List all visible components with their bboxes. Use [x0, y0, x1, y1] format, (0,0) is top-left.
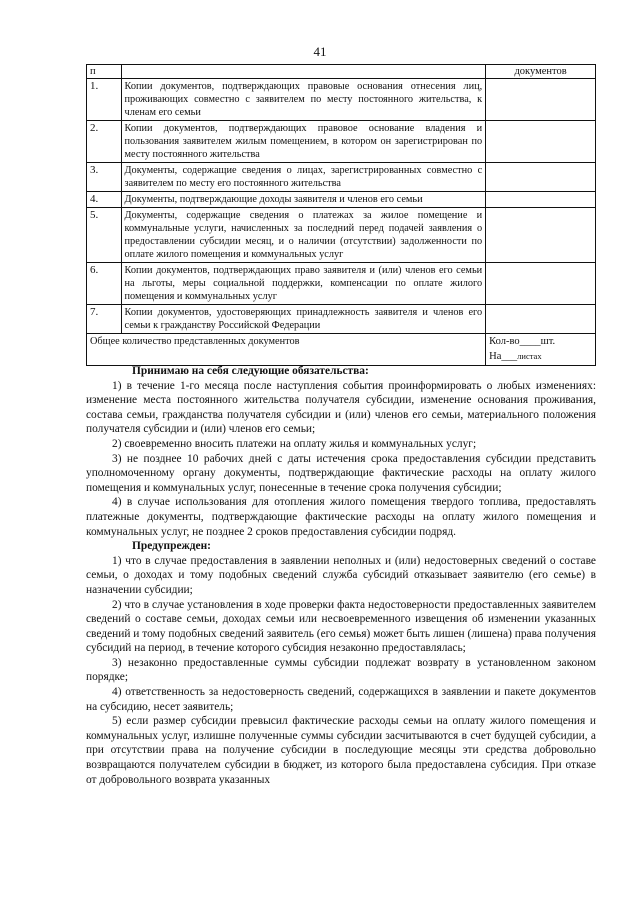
row-count-cell — [486, 305, 596, 334]
table-row — [87, 305, 596, 334]
row-number: 5. — [87, 208, 122, 263]
warnings-heading: Предупрежден: — [132, 540, 211, 553]
body-text — [86, 364, 596, 787]
total-label: Общее количество представленных документов — [87, 334, 486, 366]
sheets-unit: листах — [517, 351, 542, 361]
table-header-row — [87, 65, 596, 79]
table-row — [87, 121, 596, 163]
table-total-row — [87, 334, 596, 366]
row-count-cell — [486, 208, 596, 263]
count-prefix: Кол-во — [489, 336, 520, 347]
table-row — [87, 192, 596, 208]
warning-item: 3) незаконно предоставленные суммы субсидии подлежат возврату в установленном законом порядке; — [86, 656, 596, 684]
warning-item: 5) если размер субсидии превысил фактические расходы семьи на оплату жилого помещения и коммунальных услуг, излишне полученные суммы субсидии засчитываются в счет будущей субсидии, а при отсутствии права на получение субсидии в последующие месяцы эти средства добровольно возвращаются получателем субсидии в бюджет, из которого была предоставлена субсидия. При отказе от добровольного возврата указанных — [86, 715, 596, 786]
warning-item: 4) ответственность за недостоверность сведений, содержащихся в заявлении и пакете документов на субсидию, несет заявитель; — [86, 686, 596, 713]
row-document: Документы, содержащие сведения о лицах, зарегистрированных совместно с заявителем по месту его постоянного жительства — [121, 163, 486, 192]
header-doc-cell — [121, 65, 486, 79]
row-count-cell — [486, 192, 596, 208]
warning-item: 2) что в случае установления в ходе проверки факта недостоверности предоставленных заявителем сведений о составе семьи, доходах семьи или несвоевременного извещения об изменении указанных сведений и тому подобных сведений заявитель (его семья) может быть лишен (лишена) права получения субсидий на период, в течение которого субсидия незаконно предоставлялась; — [86, 598, 596, 655]
row-document: Копии документов, удостоверяющих принадлежность заявителя и членов его семьи к гражданству Российской Федерации — [121, 305, 486, 334]
row-document: Копии документов, подтверждающих право заявителя и (или) членов его семьи на льготы, меры социальной поддержки, компенсации по оплате жилого помещения и коммунальных услуг — [121, 263, 486, 305]
page-number: 41 — [313, 44, 327, 59]
row-document: Документы, подтверждающие доходы заявителя и членов его семьи — [121, 192, 486, 208]
obligation-item: 3) не позднее 10 рабочих дней с даты истечения срока предоставления субсидии представить уполномоченному органу документы, подтверждающие фактические расходы на оплату жилого помещения и коммунальных услуг, понесенные в течение срока получения субсидии; — [86, 452, 596, 494]
table-row — [87, 163, 596, 192]
row-number: 2. — [87, 121, 122, 163]
obligation-item: 2) своевременно вносить платежи на оплату жилья и коммунальных услуг; — [112, 437, 477, 450]
sheets-line — [489, 349, 592, 364]
row-number: 4. — [87, 192, 122, 208]
header-count-cell: документов — [486, 65, 596, 79]
count-line — [489, 335, 592, 349]
header-num-cell: п — [87, 65, 122, 79]
row-number: 1. — [87, 79, 122, 121]
row-document: Копии документов, подтверждающих правовые основания отнесения лиц, проживающих совместно с заявителем по месту постоянного жительства, к членам его семьи — [121, 79, 486, 121]
row-number: 3. — [87, 163, 122, 192]
row-count-cell — [486, 263, 596, 305]
sheets-blank: ___ — [501, 351, 518, 362]
row-number: 7. — [87, 305, 122, 334]
table-row — [87, 263, 596, 305]
table-row — [87, 208, 596, 263]
obligation-item: 1) в течение 1-го месяца после наступления события проинформировать о любых изменениях: изменение места постоянного жительства получателя субсидии, изменение основания проживания, состава семьи, гражданства получателя субсидии и (или) членов его семьи, материального положения получателя субсидии и (или) членов его семьи; — [86, 379, 596, 436]
count-unit: шт. — [540, 336, 556, 347]
row-document: Документы, содержащие сведения о платежах за жилое помещение и коммунальные услуги, начисленных за последний перед подачей заявления о предоставлении субсидии месяц, и о наличии (отсутствии) задолженности по оплате жилого помещения и коммунальных услуг — [121, 208, 486, 263]
warning-item: 1) что в случае предоставления в заявлении неполных и (или) недостоверных сведений о составе семьи, о доходах и тому подобных сведений служба субсидий отказывает заявителю (его семье) в назначении субсидии; — [86, 554, 596, 596]
row-count-cell — [486, 79, 596, 121]
total-count-cell — [486, 334, 596, 366]
obligation-item: 4) в случае использования для отопления жилого помещения твердого топлива, предоставлять платежные документы, подтверждающие фактические расходы на оплату жилого помещения и коммунальных услуг, не позднее 2 сроков предоставления субсидии подряд. — [86, 496, 596, 538]
documents-table — [86, 64, 596, 366]
table-row — [87, 79, 596, 121]
row-count-cell — [486, 121, 596, 163]
row-document: Копии документов, подтверждающих правовое основание владения и пользования заявителем жилым помещением, в котором он зарегистрирован по месту постоянного жительства — [121, 121, 486, 163]
row-number: 6. — [87, 263, 122, 305]
row-count-cell — [486, 163, 596, 192]
obligations-heading: Принимаю на себя следующие обязательства: — [132, 365, 369, 377]
count-blank: ____ — [519, 336, 541, 347]
sheets-prefix: На — [489, 351, 502, 362]
